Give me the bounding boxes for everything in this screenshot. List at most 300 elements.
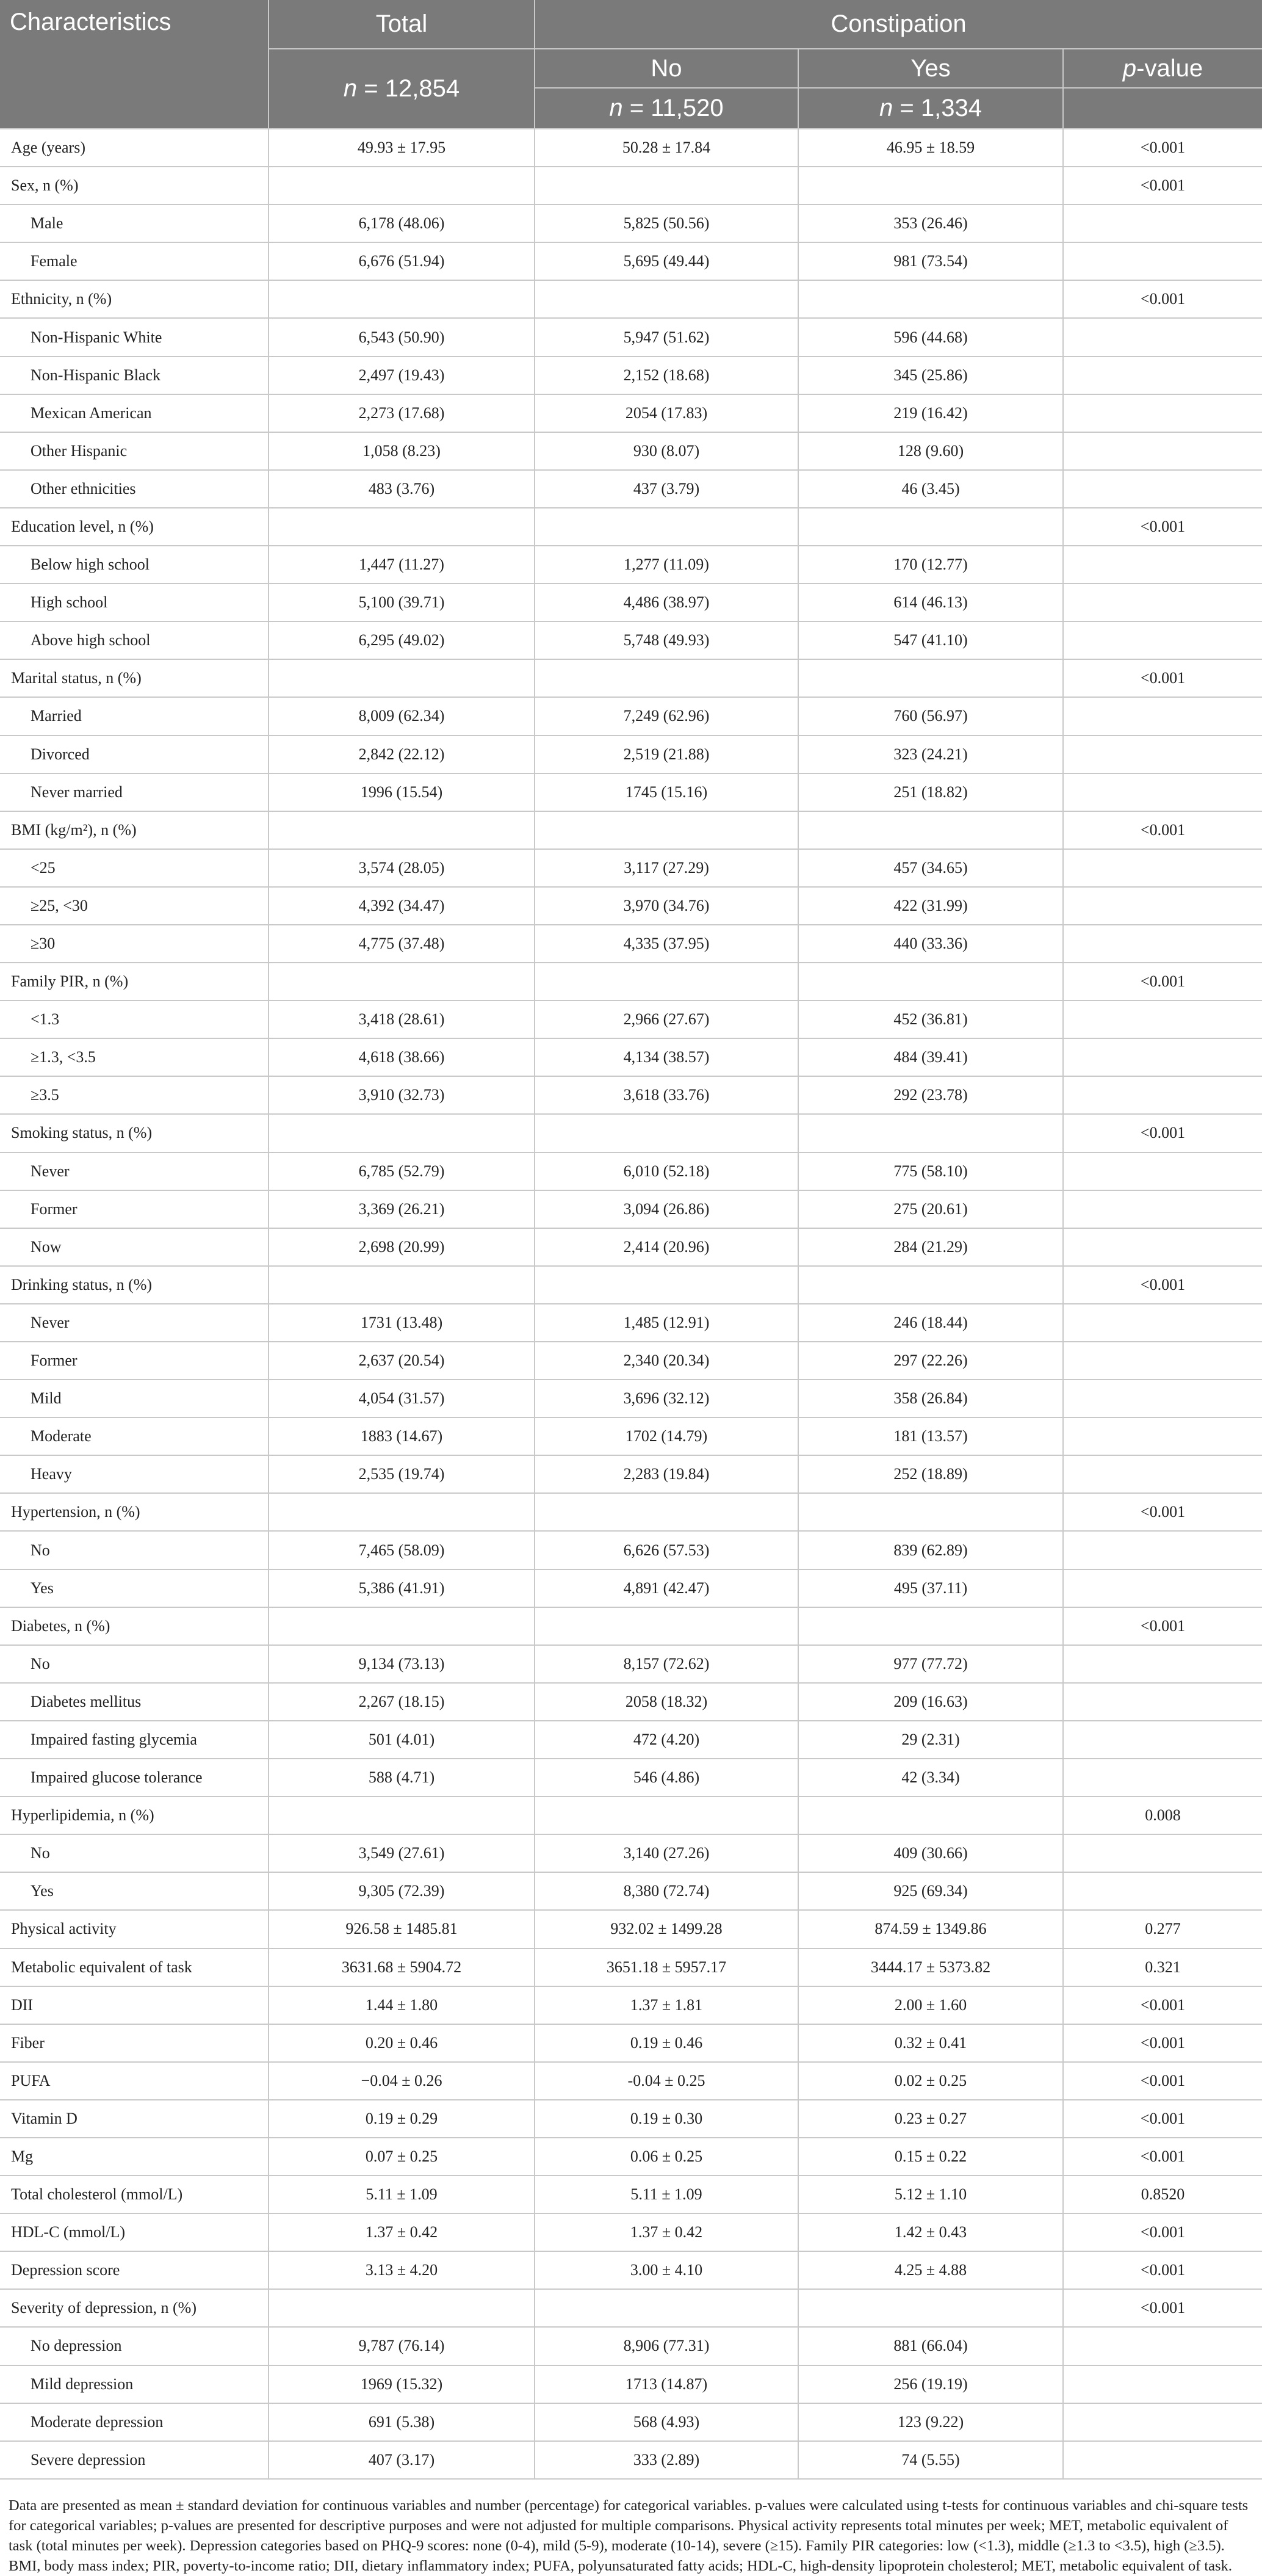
- row-label: Never married: [0, 773, 269, 811]
- cell-total: 3,910 (32.73): [269, 1076, 535, 1114]
- cell-yes: [798, 1796, 1063, 1834]
- row-label: Divorced: [0, 736, 269, 773]
- cell-yes: [798, 811, 1063, 849]
- cell-p-value: [1063, 2365, 1262, 2403]
- cell-p-value: [1063, 773, 1262, 811]
- cell-no: [535, 2289, 798, 2327]
- cell-no: 3,618 (33.76): [535, 1076, 798, 1114]
- cell-p-value: <0.001: [1063, 2100, 1262, 2138]
- table-row: [0, 2213, 1262, 2251]
- cell-p-value: 0.277: [1063, 1910, 1262, 1948]
- cell-no: 2058 (18.32): [535, 1683, 798, 1721]
- cell-total: [269, 1796, 535, 1834]
- cell-yes: 981 (73.54): [798, 242, 1063, 280]
- cell-total: 0.19 ± 0.29: [269, 2100, 535, 2138]
- table-row: [0, 811, 1262, 849]
- row-label: Hypertension, n (%): [0, 1493, 269, 1531]
- cell-yes: 252 (18.89): [798, 1455, 1063, 1493]
- table-row: [0, 2289, 1262, 2327]
- cell-total: 0.20 ± 0.46: [269, 2024, 535, 2062]
- table-row: [0, 356, 1262, 394]
- cell-p-value: <0.001: [1063, 508, 1262, 546]
- cell-no: 2,966 (27.67): [535, 1000, 798, 1038]
- cell-no: 3651.18 ± 5957.17: [535, 1948, 798, 1986]
- row-label: No: [0, 1531, 269, 1569]
- table-row: [0, 2062, 1262, 2100]
- cell-yes: [798, 963, 1063, 1000]
- row-label: Mild: [0, 1380, 269, 1417]
- n-symbol: n: [343, 75, 358, 102]
- row-label: Former: [0, 1190, 269, 1228]
- table-row: [0, 1152, 1262, 1190]
- cell-total: 501 (4.01): [269, 1721, 535, 1759]
- row-label: Never: [0, 1152, 269, 1190]
- cell-total: 6,785 (52.79): [269, 1152, 535, 1190]
- cell-total: 6,295 (49.02): [269, 621, 535, 659]
- cell-yes: 495 (37.11): [798, 1569, 1063, 1607]
- row-label: No depression: [0, 2327, 269, 2365]
- cell-no: [535, 811, 798, 849]
- row-label: Former: [0, 1342, 269, 1380]
- cell-no: 546 (4.86): [535, 1759, 798, 1796]
- cell-total: 483 (3.76): [269, 470, 535, 508]
- table-row: [0, 1380, 1262, 1417]
- cell-total: 5.11 ± 1.09: [269, 2176, 535, 2213]
- row-label: Drinking status, n (%): [0, 1266, 269, 1304]
- yes-n-value: = 1,334: [893, 95, 982, 121]
- cell-yes: 547 (41.10): [798, 621, 1063, 659]
- table-row: [0, 2176, 1262, 2213]
- n-symbol: n: [879, 95, 893, 121]
- cell-yes: 251 (18.82): [798, 773, 1063, 811]
- cell-p-value: [1063, 204, 1262, 242]
- cell-total: [269, 508, 535, 546]
- cell-no: 6,010 (52.18): [535, 1152, 798, 1190]
- table-row: [0, 1417, 1262, 1455]
- table-row: [0, 2403, 1262, 2441]
- cell-yes: 246 (18.44): [798, 1304, 1063, 1342]
- cell-yes: 353 (26.46): [798, 204, 1063, 242]
- cell-total: 1,058 (8.23): [269, 432, 535, 470]
- row-label: Sex, n (%): [0, 167, 269, 204]
- cell-no: 1713 (14.87): [535, 2365, 798, 2403]
- cell-yes: 323 (24.21): [798, 736, 1063, 773]
- cell-yes: 46.95 ± 18.59: [798, 129, 1063, 167]
- cell-no: [535, 659, 798, 697]
- cell-yes: 925 (69.34): [798, 1872, 1063, 1910]
- header-total-n: [269, 49, 535, 129]
- cell-total: 1.44 ± 1.80: [269, 1986, 535, 2024]
- cell-p-value: <0.001: [1063, 811, 1262, 849]
- cell-total: 9,787 (76.14): [269, 2327, 535, 2365]
- cell-no: 3,140 (27.26): [535, 1834, 798, 1872]
- cell-no: 4,134 (38.57): [535, 1038, 798, 1076]
- table-row: [0, 773, 1262, 811]
- cell-p-value: [1063, 2403, 1262, 2441]
- row-label: Age (years): [0, 129, 269, 167]
- cell-p-value: [1063, 242, 1262, 280]
- cell-total: 9,305 (72.39): [269, 1872, 535, 1910]
- cell-total: 407 (3.17): [269, 2441, 535, 2479]
- cell-total: 588 (4.71): [269, 1759, 535, 1796]
- cell-total: 4,618 (38.66): [269, 1038, 535, 1076]
- row-label: Yes: [0, 1872, 269, 1910]
- row-label: <25: [0, 849, 269, 887]
- cell-p-value: <0.001: [1063, 129, 1262, 167]
- cell-yes: 284 (21.29): [798, 1228, 1063, 1266]
- cell-p-value: <0.001: [1063, 963, 1262, 1000]
- cell-p-value: <0.001: [1063, 2138, 1262, 2176]
- cell-yes: [798, 508, 1063, 546]
- cell-p-value: [1063, 318, 1262, 356]
- table-row: [0, 659, 1262, 697]
- cell-p-value: <0.001: [1063, 1986, 1262, 2024]
- cell-total: [269, 659, 535, 697]
- table-row: [0, 1076, 1262, 1114]
- cell-no: 932.02 ± 1499.28: [535, 1910, 798, 1948]
- header-p-blank: [1063, 88, 1262, 129]
- cell-yes: 297 (22.26): [798, 1342, 1063, 1380]
- cell-p-value: [1063, 1531, 1262, 1569]
- table-row: [0, 1872, 1262, 1910]
- row-label: <1.3: [0, 1000, 269, 1038]
- cell-no: -0.04 ± 0.25: [535, 2062, 798, 2100]
- row-label: ≥1.3, <3.5: [0, 1038, 269, 1076]
- cell-p-value: [1063, 1759, 1262, 1796]
- cell-no: [535, 1607, 798, 1645]
- cell-p-value: <0.001: [1063, 659, 1262, 697]
- cell-p-value: <0.001: [1063, 167, 1262, 204]
- cell-total: 2,637 (20.54): [269, 1342, 535, 1380]
- cell-p-value: [1063, 1228, 1262, 1266]
- cell-total: 6,676 (51.94): [269, 242, 535, 280]
- row-label: Now: [0, 1228, 269, 1266]
- cell-total: 1883 (14.67): [269, 1417, 535, 1455]
- cell-p-value: [1063, 1190, 1262, 1228]
- cell-no: 50.28 ± 17.84: [535, 129, 798, 167]
- cell-p-value: [1063, 356, 1262, 394]
- cell-p-value: [1063, 584, 1262, 621]
- cell-no: 2,283 (19.84): [535, 1455, 798, 1493]
- cell-total: [269, 167, 535, 204]
- row-label: Non-Hispanic Black: [0, 356, 269, 394]
- cell-yes: 292 (23.78): [798, 1076, 1063, 1114]
- table-row: [0, 1114, 1262, 1152]
- table-row: [0, 2024, 1262, 2062]
- cell-no: 1.37 ± 0.42: [535, 2213, 798, 2251]
- p-symbol: p: [1122, 54, 1137, 82]
- cell-p-value: <0.001: [1063, 2062, 1262, 2100]
- cell-yes: 181 (13.57): [798, 1417, 1063, 1455]
- cell-p-value: [1063, 1417, 1262, 1455]
- cell-yes: [798, 2289, 1063, 2327]
- row-label: DII: [0, 1986, 269, 2024]
- cell-p-value: [1063, 1645, 1262, 1683]
- row-label: Metabolic equivalent of task: [0, 1948, 269, 1986]
- cell-total: 3,418 (28.61): [269, 1000, 535, 1038]
- cell-yes: 5.12 ± 1.10: [798, 2176, 1063, 2213]
- table-row: [0, 584, 1262, 621]
- table-row: [0, 318, 1262, 356]
- cell-yes: [798, 1266, 1063, 1304]
- row-label: No: [0, 1834, 269, 1872]
- row-label: Never: [0, 1304, 269, 1342]
- table-row: [0, 129, 1262, 167]
- row-label: BMI (kg/m²), n (%): [0, 811, 269, 849]
- table-row: [0, 925, 1262, 963]
- cell-no: 2,519 (21.88): [535, 736, 798, 773]
- table-row: [0, 470, 1262, 508]
- cell-total: −0.04 ± 0.26: [269, 2062, 535, 2100]
- cell-yes: 275 (20.61): [798, 1190, 1063, 1228]
- cell-p-value: [1063, 1152, 1262, 1190]
- table-header: [0, 0, 1262, 129]
- cell-total: [269, 280, 535, 318]
- cell-yes: 452 (36.81): [798, 1000, 1063, 1038]
- cell-no: 4,891 (42.47): [535, 1569, 798, 1607]
- cell-total: 49.93 ± 17.95: [269, 129, 535, 167]
- row-label: Moderate depression: [0, 2403, 269, 2441]
- cell-yes: [798, 167, 1063, 204]
- cell-total: 691 (5.38): [269, 2403, 535, 2441]
- cell-no: 7,249 (62.96): [535, 697, 798, 735]
- cell-no: 2,414 (20.96): [535, 1228, 798, 1266]
- cell-yes: 42 (3.34): [798, 1759, 1063, 1796]
- cell-p-value: [1063, 394, 1262, 432]
- table-row: [0, 1190, 1262, 1228]
- table-row: [0, 546, 1262, 584]
- cell-total: [269, 1607, 535, 1645]
- table-row: [0, 508, 1262, 546]
- cell-no: 8,380 (72.74): [535, 1872, 798, 1910]
- cell-no: 5,947 (51.62): [535, 318, 798, 356]
- cell-no: 4,335 (37.95): [535, 925, 798, 963]
- cell-no: 5.11 ± 1.09: [535, 2176, 798, 2213]
- row-label: Above high school: [0, 621, 269, 659]
- header-total: Total: [269, 0, 535, 49]
- row-label: Yes: [0, 1569, 269, 1607]
- cell-p-value: [1063, 697, 1262, 735]
- row-label: Smoking status, n (%): [0, 1114, 269, 1152]
- cell-total: 1969 (15.32): [269, 2365, 535, 2403]
- cell-yes: 74 (5.55): [798, 2441, 1063, 2479]
- cell-total: 1996 (15.54): [269, 773, 535, 811]
- table-row: [0, 849, 1262, 887]
- cell-p-value: [1063, 925, 1262, 963]
- row-label: Education level, n (%): [0, 508, 269, 546]
- cell-no: [535, 963, 798, 1000]
- cell-p-value: [1063, 470, 1262, 508]
- cell-yes: 409 (30.66): [798, 1834, 1063, 1872]
- table-footnote: Data are presented as mean ± standard deviation for continuous variables and number (percentage) for categorical variables. p-values were calculated using t-tests for continuous variables and chi-square tests for categorical variables; p-values are presented for descriptive purposes and were not adjusted for multiple comparisons. Physical activity represents total minutes per week; MET, metabolic equivalent of task (total minutes per week). Depression categories based on PHQ-9 scores: none (0-4), mild (5-9), moderate (10-14), severe (≥15). Family PIR categories: low (<1.3), middle (≥1.3 to <3.5), high (≥3.5). BMI, body mass index; PIR, poverty-to-income ratio; DII, dietary inflammatory index; PUFA, polyunsaturated fatty acids; HDL-C, high-density lipoprotein cholesterol; MET, metabolic equivalent of task.: [9, 2497, 1249, 2574]
- table-row: [0, 2327, 1262, 2365]
- table-row: [0, 2251, 1262, 2289]
- table-row: [0, 1038, 1262, 1076]
- cell-yes: 0.32 ± 0.41: [798, 2024, 1063, 2062]
- cell-total: [269, 811, 535, 849]
- cell-p-value: <0.001: [1063, 2289, 1262, 2327]
- cell-p-value: [1063, 1569, 1262, 1607]
- cell-p-value: [1063, 887, 1262, 925]
- cell-no: 1702 (14.79): [535, 1417, 798, 1455]
- cell-yes: [798, 280, 1063, 318]
- table-row: [0, 1986, 1262, 2024]
- cell-p-value: <0.001: [1063, 1114, 1262, 1152]
- cell-no: 472 (4.20): [535, 1721, 798, 1759]
- cell-no: 930 (8.07): [535, 432, 798, 470]
- cell-p-value: [1063, 1304, 1262, 1342]
- cell-yes: 760 (56.97): [798, 697, 1063, 735]
- cell-p-value: [1063, 1342, 1262, 1380]
- cell-yes: 881 (66.04): [798, 2327, 1063, 2365]
- cell-yes: 422 (31.99): [798, 887, 1063, 925]
- cell-no: 0.19 ± 0.30: [535, 2100, 798, 2138]
- row-label: Female: [0, 242, 269, 280]
- row-label: ≥3.5: [0, 1076, 269, 1114]
- cell-total: 3,549 (27.61): [269, 1834, 535, 1872]
- cell-p-value: <0.001: [1063, 1493, 1262, 1531]
- cell-no: 5,748 (49.93): [535, 621, 798, 659]
- row-label: No: [0, 1645, 269, 1683]
- cell-total: [269, 1114, 535, 1152]
- row-label: Diabetes mellitus: [0, 1683, 269, 1721]
- cell-yes: [798, 1114, 1063, 1152]
- row-label: Other ethnicities: [0, 470, 269, 508]
- cell-p-value: [1063, 1721, 1262, 1759]
- table-row: [0, 394, 1262, 432]
- header-no: No: [535, 49, 798, 88]
- cell-no: 0.19 ± 0.46: [535, 2024, 798, 2062]
- row-label: Male: [0, 204, 269, 242]
- table-row: [0, 1645, 1262, 1683]
- cell-p-value: [1063, 1076, 1262, 1114]
- cell-total: 1731 (13.48): [269, 1304, 535, 1342]
- cell-p-value: 0.321: [1063, 1948, 1262, 1986]
- row-label: Hyperlipidemia, n (%): [0, 1796, 269, 1834]
- table-row: [0, 167, 1262, 204]
- table-row: [0, 280, 1262, 318]
- row-label: Mild depression: [0, 2365, 269, 2403]
- table-row: [0, 2365, 1262, 2403]
- row-label: Non-Hispanic White: [0, 318, 269, 356]
- cell-yes: 345 (25.86): [798, 356, 1063, 394]
- cell-total: 2,698 (20.99): [269, 1228, 535, 1266]
- cell-no: [535, 1796, 798, 1834]
- cell-yes: 46 (3.45): [798, 470, 1063, 508]
- row-label: Family PIR, n (%): [0, 963, 269, 1000]
- cell-yes: 484 (39.41): [798, 1038, 1063, 1076]
- cell-p-value: [1063, 1872, 1262, 1910]
- n-symbol: n: [609, 95, 623, 121]
- table-row: [0, 697, 1262, 735]
- table-row: [0, 1455, 1262, 1493]
- cell-yes: [798, 659, 1063, 697]
- cell-total: 5,100 (39.71): [269, 584, 535, 621]
- table-body: [0, 129, 1262, 2479]
- cell-p-value: [1063, 621, 1262, 659]
- cell-yes: 0.23 ± 0.27: [798, 2100, 1063, 2138]
- cell-yes: 358 (26.84): [798, 1380, 1063, 1417]
- cell-total: 1.37 ± 0.42: [269, 2213, 535, 2251]
- cell-p-value: [1063, 2327, 1262, 2365]
- cell-no: 333 (2.89): [535, 2441, 798, 2479]
- table-row: [0, 1910, 1262, 1948]
- table-row: [0, 1834, 1262, 1872]
- cell-total: [269, 1493, 535, 1531]
- row-label: Physical activity: [0, 1910, 269, 1948]
- cell-total: 3,369 (26.21): [269, 1190, 535, 1228]
- cell-no: 2054 (17.83): [535, 394, 798, 432]
- table-row: [0, 204, 1262, 242]
- cell-yes: 170 (12.77): [798, 546, 1063, 584]
- cell-yes: 596 (44.68): [798, 318, 1063, 356]
- cell-yes: 440 (33.36): [798, 925, 1063, 963]
- cell-p-value: <0.001: [1063, 1607, 1262, 1645]
- row-label: ≥30: [0, 925, 269, 963]
- cell-no: 1,277 (11.09): [535, 546, 798, 584]
- cell-p-value: [1063, 432, 1262, 470]
- cell-no: 5,695 (49.44): [535, 242, 798, 280]
- cell-p-value: [1063, 736, 1262, 773]
- cell-total: [269, 963, 535, 1000]
- cell-total: 2,273 (17.68): [269, 394, 535, 432]
- cell-yes: 1.42 ± 0.43: [798, 2213, 1063, 2251]
- table-row: [0, 1948, 1262, 1986]
- table-row: [0, 1721, 1262, 1759]
- cell-total: [269, 1266, 535, 1304]
- cell-p-value: [1063, 1683, 1262, 1721]
- cell-total: 2,267 (18.15): [269, 1683, 535, 1721]
- table-row: [0, 1569, 1262, 1607]
- cell-total: 8,009 (62.34): [269, 697, 535, 735]
- cell-yes: 614 (46.13): [798, 584, 1063, 621]
- cell-total: 9,134 (73.13): [269, 1645, 535, 1683]
- table-row: [0, 1266, 1262, 1304]
- cell-no: [535, 280, 798, 318]
- cell-no: [535, 1266, 798, 1304]
- cell-no: 2,152 (18.68): [535, 356, 798, 394]
- cell-yes: 2.00 ± 1.60: [798, 1986, 1063, 2024]
- cell-no: 437 (3.79): [535, 470, 798, 508]
- cell-no: 8,906 (77.31): [535, 2327, 798, 2365]
- cell-no: [535, 167, 798, 204]
- cell-total: 5,386 (41.91): [269, 1569, 535, 1607]
- cell-no: [535, 1114, 798, 1152]
- cell-yes: 0.02 ± 0.25: [798, 2062, 1063, 2100]
- cell-no: 3,094 (26.86): [535, 1190, 798, 1228]
- cell-p-value: [1063, 1380, 1262, 1417]
- cell-total: 6,178 (48.06): [269, 204, 535, 242]
- header-yes: Yes: [798, 49, 1063, 88]
- row-label: Severe depression: [0, 2441, 269, 2479]
- cell-yes: 3444.17 ± 5373.82: [798, 1948, 1063, 1986]
- cell-total: 3.13 ± 4.20: [269, 2251, 535, 2289]
- cell-yes: 123 (9.22): [798, 2403, 1063, 2441]
- cell-no: 6,626 (57.53): [535, 1531, 798, 1569]
- cell-yes: 29 (2.31): [798, 1721, 1063, 1759]
- cell-total: 1,447 (11.27): [269, 546, 535, 584]
- cell-p-value: [1063, 2441, 1262, 2479]
- cell-yes: 977 (77.72): [798, 1645, 1063, 1683]
- cell-p-value: 0.008: [1063, 1796, 1262, 1834]
- cell-p-value: <0.001: [1063, 2251, 1262, 2289]
- cell-total: 2,535 (19.74): [269, 1455, 535, 1493]
- table-row: [0, 1493, 1262, 1531]
- cell-total: 4,392 (34.47): [269, 887, 535, 925]
- cell-no: 1,485 (12.91): [535, 1304, 798, 1342]
- cell-yes: 775 (58.10): [798, 1152, 1063, 1190]
- header-characteristics: Characteristics: [0, 0, 269, 129]
